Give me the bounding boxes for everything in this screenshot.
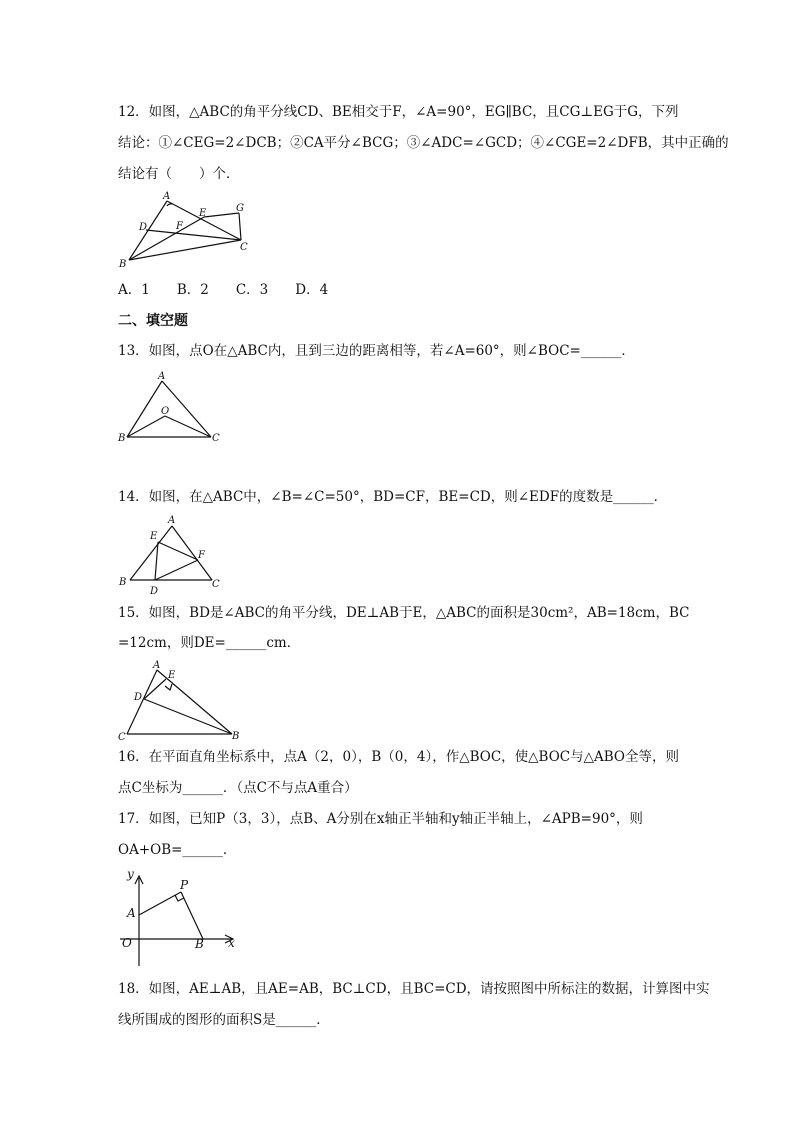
q15-label-b: B [232, 731, 240, 742]
q15-label-e: E [168, 670, 176, 681]
q14-label-d: D [150, 586, 159, 597]
q13-label-b: B [118, 433, 126, 444]
q17-label-p: P [180, 878, 189, 892]
q17-figure [120, 876, 233, 966]
section-title: 二、填空题 [118, 313, 188, 329]
q17-label-a: A [127, 906, 136, 920]
q17-text-line2: OA+OB=______． [118, 842, 237, 858]
q17-axis-x-label: x [228, 936, 235, 950]
q14-label-a: A [168, 515, 176, 526]
q14-label-f: F [198, 550, 205, 561]
q13-text: 13．如图，点O在△ABC内，且到三边的距离相等，若∠A=60°，则∠BOC=______． [118, 343, 635, 359]
q12-label-a: A [163, 191, 171, 202]
q17-label-o: O [122, 936, 132, 950]
q15-figure [127, 670, 232, 734]
q12-options: A．1 B．2 C．3 D．4 [118, 282, 329, 298]
q15-label-d: D [134, 692, 143, 703]
q18-text-line1: 18．如图，AE⊥AB，且AE=AB，BC⊥CD，且BC=CD，请按照图中所标注的数据，计算图中实 [118, 981, 710, 997]
q12-text-line1: 12．如图，△ABC的角平分线CD、BE相交于F，∠A=90°，EG∥BC，且CG⊥EG于G，下列 [118, 104, 679, 120]
q13-label-o: O [161, 406, 170, 417]
q15-label-c: C [118, 732, 126, 743]
q15-text-line2: =12cm，则DE=______cm． [118, 635, 301, 651]
q12-text-line2: 结论：①∠CEG=2∠DCB；②CA平分∠BCG；③∠ADC=∠GCD；④∠CGE=2∠DFB，其中正确的 [118, 135, 729, 151]
q12-label-d: D [139, 222, 148, 233]
q13-label-c: C [212, 433, 220, 444]
q17-axis-y-label: y [127, 867, 134, 881]
q16-text-line2: 点C坐标为______．（点C不与点A重合） [118, 780, 358, 796]
q15-text-line1: 15．如图，BD是∠ABC的角平分线，DE⊥AB于E，△ABC的面积是30cm²，AB=18cm，BC [118, 605, 690, 621]
q12-label-f: F [176, 221, 183, 232]
q12-text-line3: 结论有（ ）个． [118, 166, 240, 182]
q12-label-e: E [199, 208, 207, 219]
q13-label-a: A [158, 371, 166, 382]
q17-text-line1: 17．如图，已知P（3，3），点B、A分别在x轴正半轴和y轴正半轴上，∠APB=90°，则 [118, 811, 643, 827]
q15-label-a: A [153, 660, 161, 671]
q14-label-e: E [150, 531, 158, 542]
q14-text: 14．如图，在△ABC中，∠B=∠C=50°，BD=CF，BE=CD，则∠EDF的度数是______． [118, 489, 668, 505]
q12-label-g: G [236, 203, 244, 214]
q16-text-line1: 16．在平面直角坐标系中，点A（2，0），B（0，4），作△BOC，使△BOC与△ABO全等，则 [118, 749, 679, 765]
q14-label-b: B [119, 577, 127, 588]
q18-text-line2: 线所围成的图形的面积S是______． [118, 1012, 330, 1028]
q14-label-c: C [212, 579, 220, 590]
q12-label-b: B [119, 259, 127, 270]
q17-label-b: B [195, 937, 204, 951]
q12-label-c: C [240, 242, 248, 253]
